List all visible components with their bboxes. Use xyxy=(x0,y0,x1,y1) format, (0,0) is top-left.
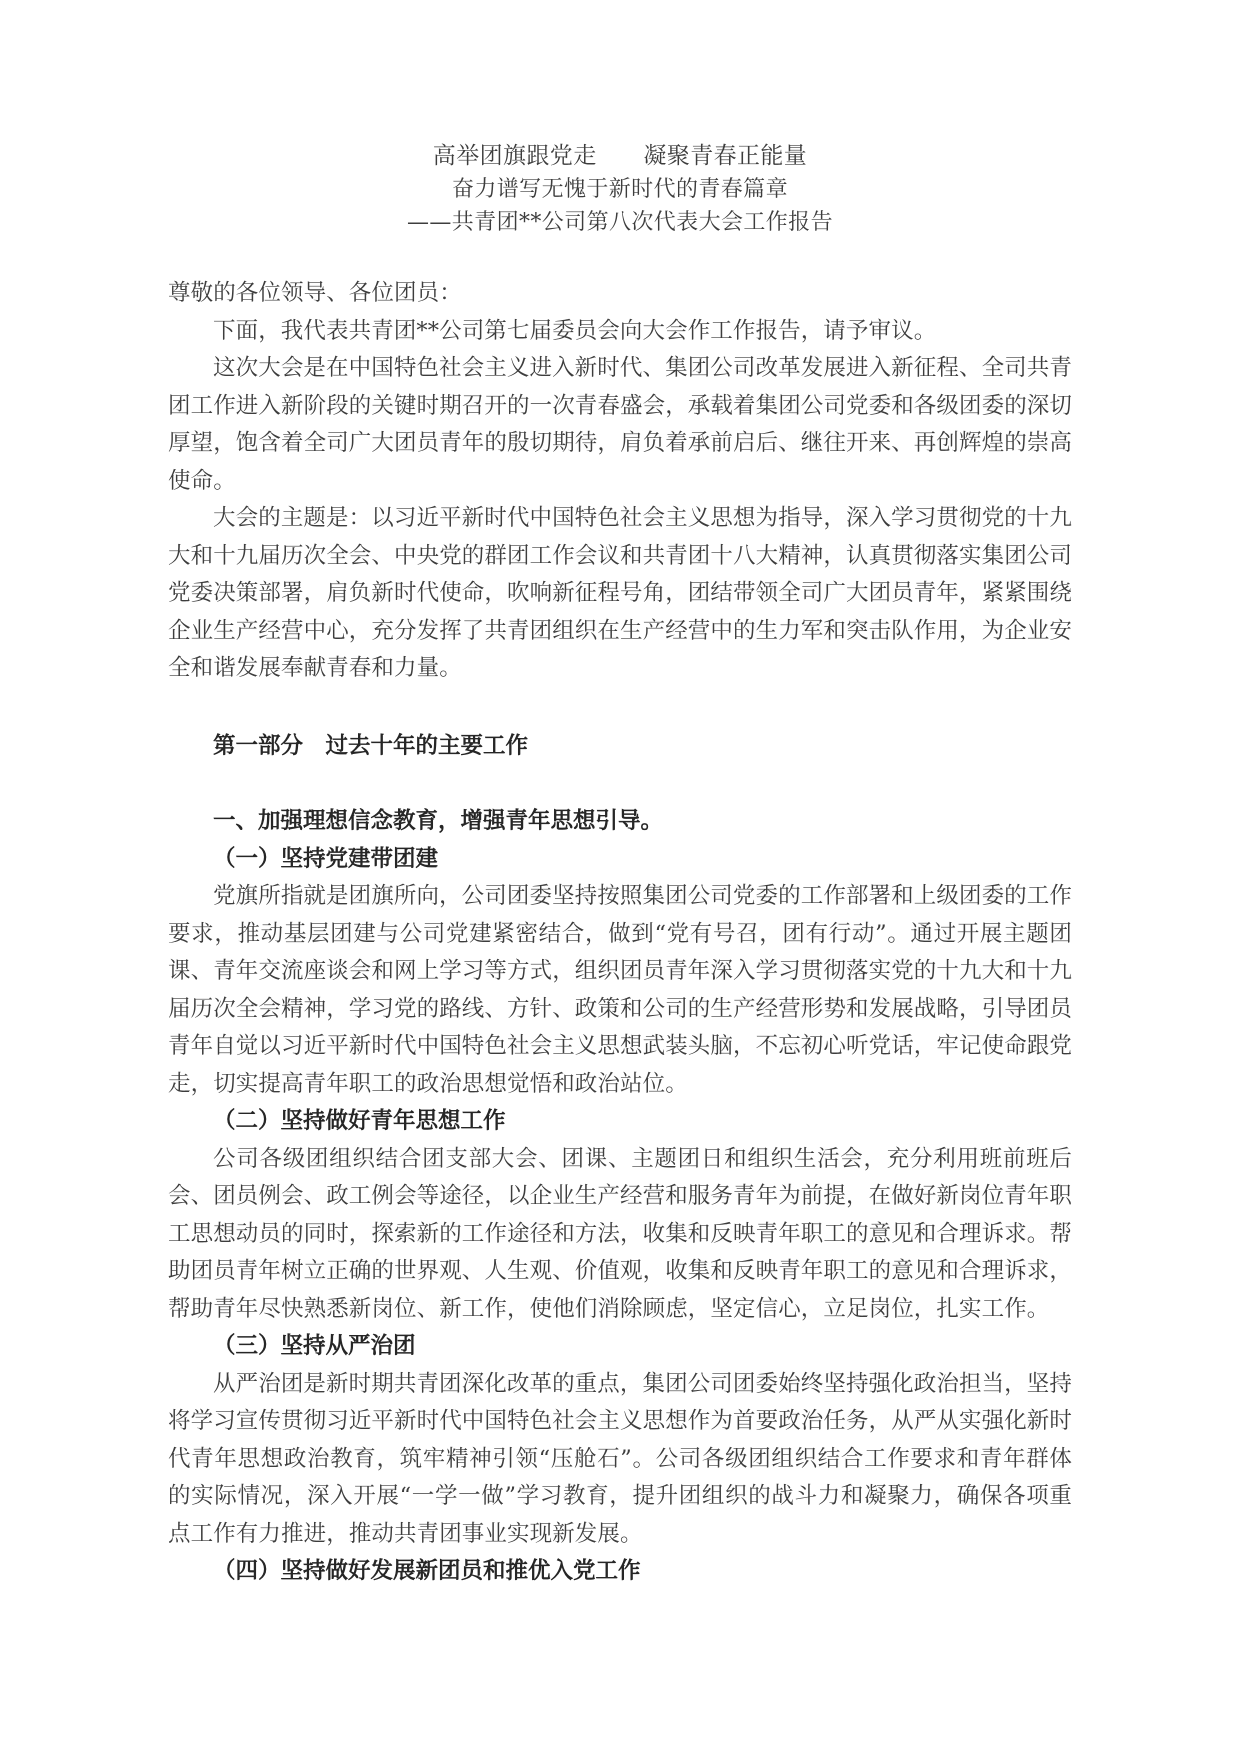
title-line-2: 奋力谱写无愧于新时代的青春篇章 xyxy=(451,177,788,202)
part-heading-one: 第一部分 过去十年的主要工作 xyxy=(213,732,529,759)
title-line-3-subtitle: ——共青团**公司第八次代表大会工作报告 xyxy=(406,210,833,235)
title-line-1: 高举团旗跟党走 凝聚青春正能量 xyxy=(432,143,808,169)
intro-paragraph-3: 大会的主题是：以习近平新时代中国特色社会主义思想为指导，深入学习贯彻党的十九大和十九届历次全会、中央党的群团工作会议和共青团十八大精神，认真贯彻落实集团公司党委决策部署，肩负新时代使命，吹响新征程号角，团结带领全司广大团员青年，紧紧围绕企业生产经营中心，充分发挥了共青团组织在生产经营中的生力军和突击队作用，为企业安全和谐发展奉献青春和力量。 xyxy=(168,505,1073,681)
subsection-heading-3: （三）坚持从严治团 xyxy=(213,1333,416,1359)
section-heading-one: 一、加强理想信念教育，增强青年思想引导。 xyxy=(213,808,664,834)
subsection-body-3: 从严治团是新时期共青团深化改革的重点，集团公司团委始终坚持强化政治担当，坚持将学习宣传贯彻习近平新时代中国特色社会主义思想作为首要政治任务，从严从实强化新时代青年思想政治教育，筑牢精神引领“压舱石”。公司各级团组织结合工作要求和青年群体的实际情况，深入开展“一学一做”学习教育，提升团组织的战斗力和凝聚力，确保各项重点工作有力推进，推动共青团事业实现新发展。 xyxy=(168,1370,1073,1547)
document-title-block xyxy=(168,140,1072,239)
intro-paragraph-2: 这次大会是在中国特色社会主义进入新时代、集团公司改革发展进入新征程、全司共青团工作进入新阶段的关键时期召开的一次青春盛会，承载着集团公司党委和各级团委的深切厚望，饱含着全司广大团员青年的殷切期待，肩负着承前启后、继往开来、再创辉煌的崇高使命。 xyxy=(168,355,1073,494)
subsection-heading-4: （四）坚持做好发展新团员和推优入党工作 xyxy=(213,1558,641,1584)
subsection-body-1: 党旗所指就是团旗所向，公司团委坚持按照集团公司党委的工作部署和上级团委的工作要求，推动基层团建与公司党建紧密结合，做到“党有号召，团有行动”。通过开展主题团课、青年交流座谈会和网上学习等方式，组织团员青年深入学习贯彻落实党的十九大和十九届历次全会精神，学习党的路线、方针、政策和公司的生产经营形势和发展战略，引导团员青年自觉以习近平新时代中国特色社会主义思想武装头脑，不忘初心听党话，牢记使命跟党走，切实提高青年职工的政治思想觉悟和政治站位。 xyxy=(168,883,1073,1097)
subsection-body-2: 公司各级团组织结合团支部大会、团课、主题团日和组织生活会，充分利用班前班后会、团员例会、政工例会等途径，以企业生产经营和服务青年为前提，在做好新岗位青年职工思想动员的同时，探索新的工作途径和方法，收集和反映青年职工的意见和合理诉求。帮助团员青年树立正确的世界观、人生观、价值观，收集和反映青年职工的意见和合理诉求，帮助青年尽快熟悉新岗位、新工作，使他们消除顾虑，坚定信心，立足岗位，扎实工作。 xyxy=(168,1145,1073,1322)
intro-paragraph-1: 下面，我代表共青团**公司第七届委员会向大会作工作报告，请予审议。 xyxy=(213,317,937,344)
subsection-heading-2: （二）坚持做好青年思想工作 xyxy=(213,1108,506,1134)
salutation: 尊敬的各位领导、各位团员： xyxy=(168,280,462,306)
subsection-heading-1: （一）坚持党建带团建 xyxy=(213,845,439,872)
